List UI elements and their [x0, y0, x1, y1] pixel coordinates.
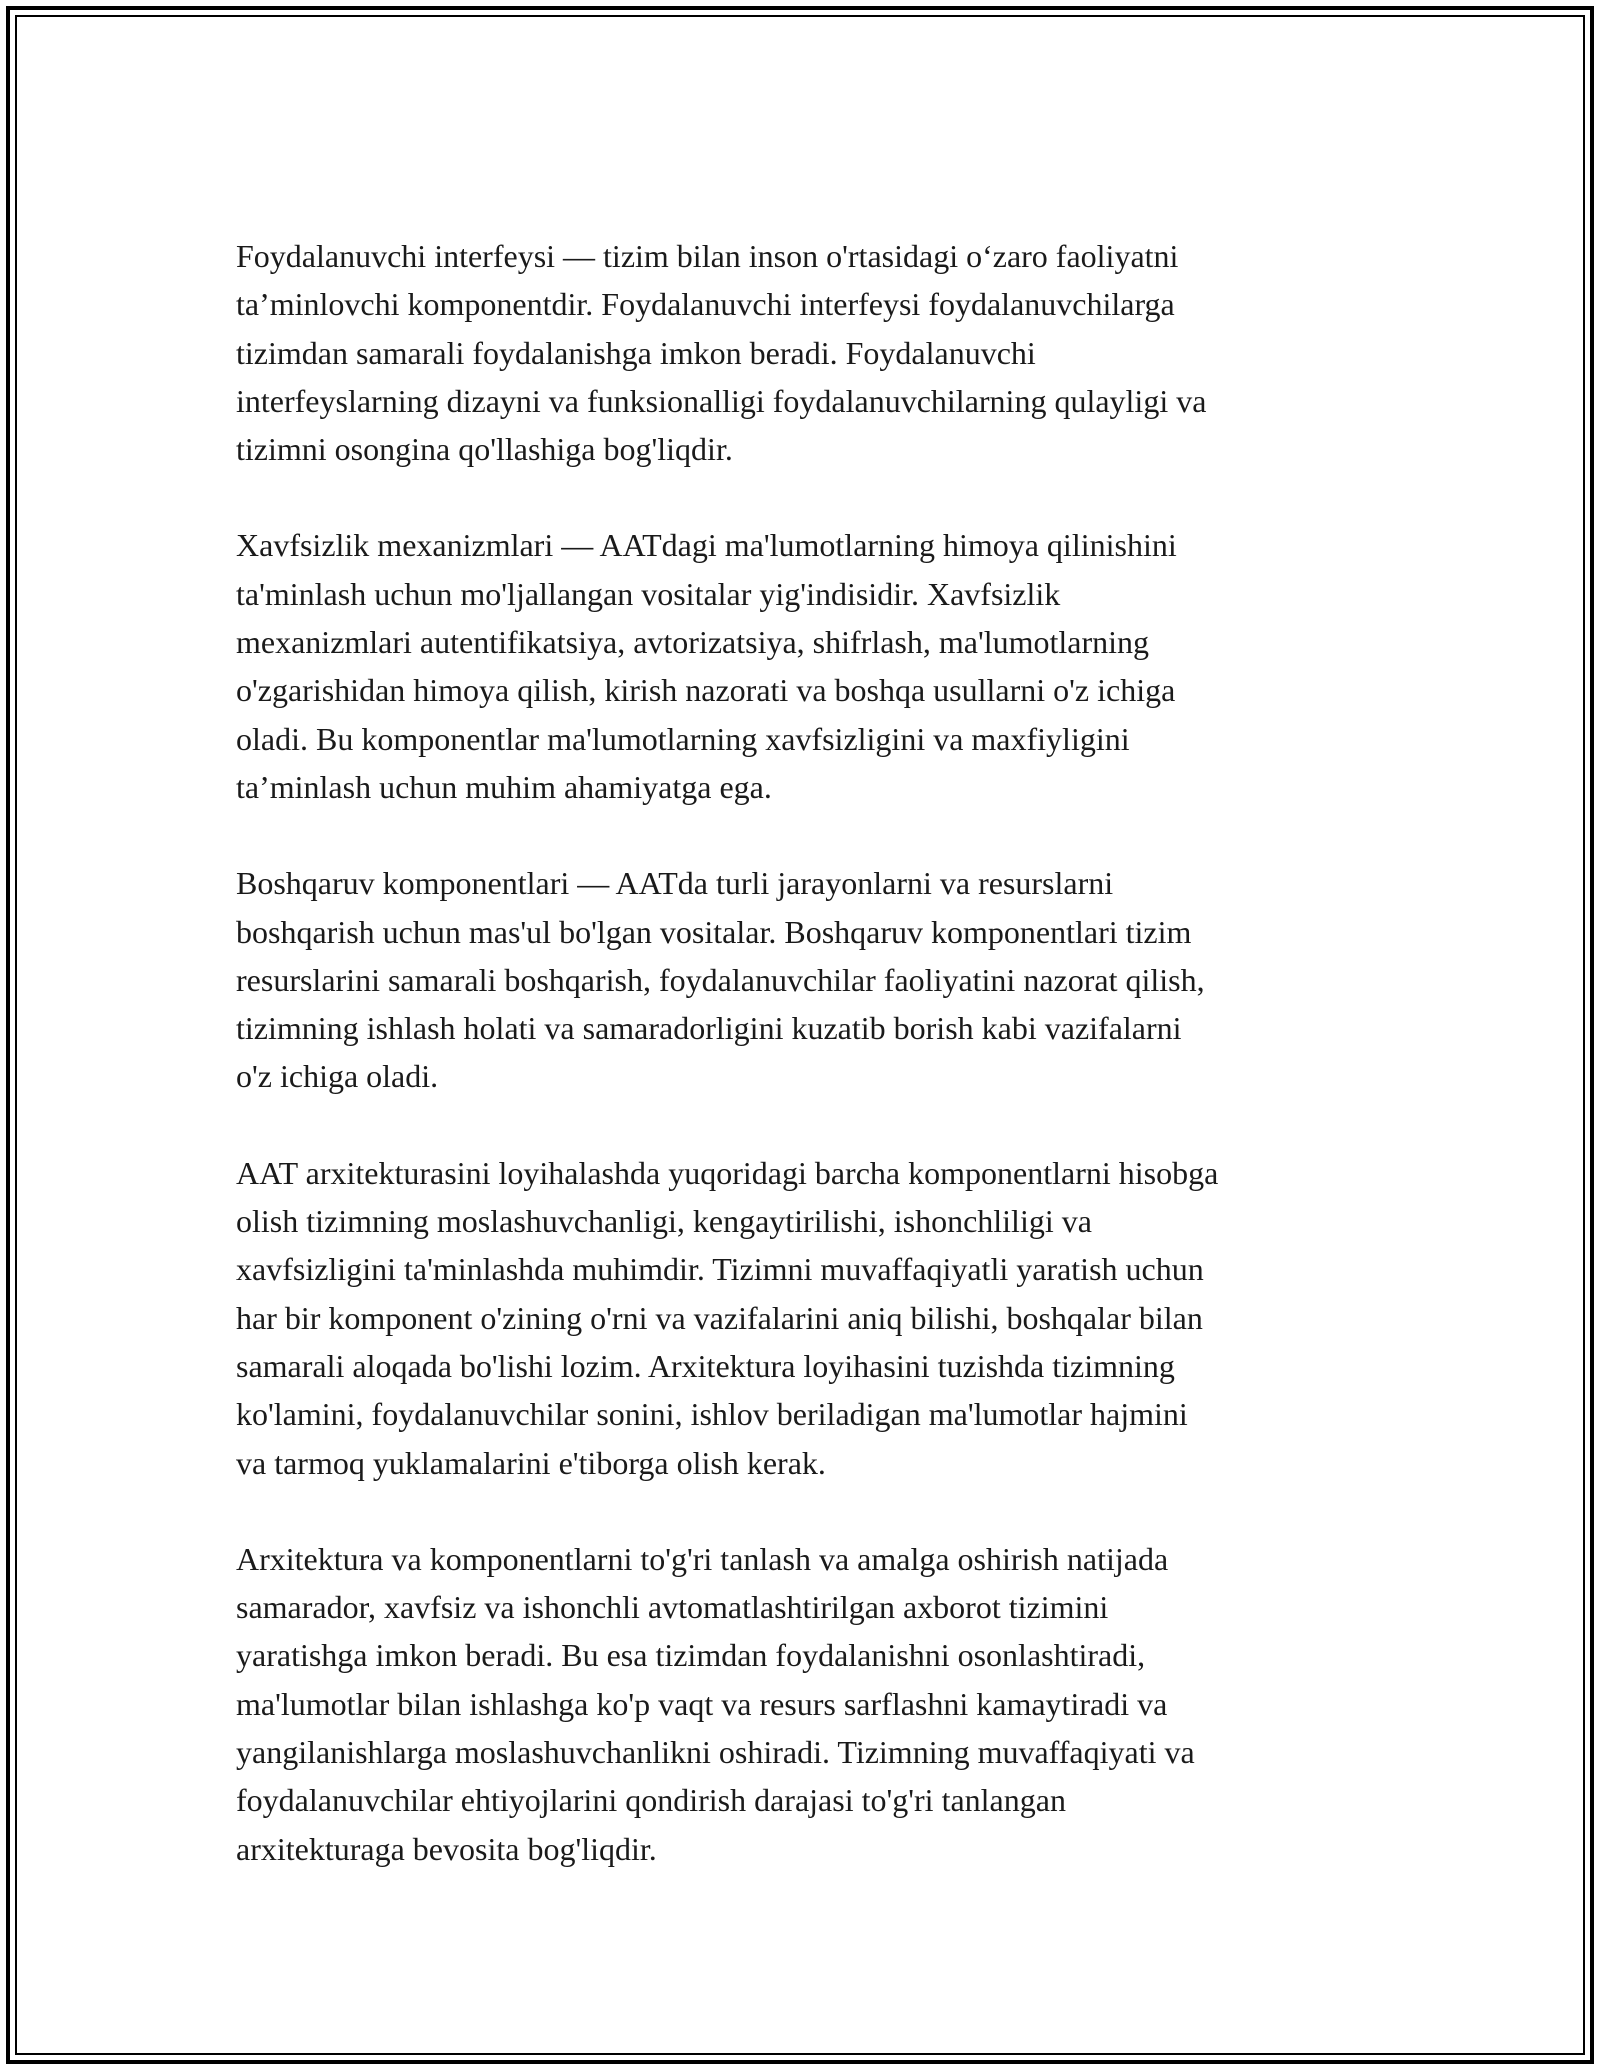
paragraph-conclusion: Arxitektura va komponentlarni to'g'ri tanlash va amalga oshirish natijada samarador, xavfsiz va ishonchli avtomatlashtirilgan axborot tizimini yaratishga imkon beradi. Bu esa tizimdan foydalanishni osonlashtiradi, ma'lumotlar bilan ishlashga ko'p vaqt va resurs sarflashni kamaytiradi va yangilanishlarga moslashuvchanlikni oshiradi. Tizimning muvaffaqiyati va foydalanuvchilar ehtiyojlarini qondirish darajasi to'g'ri tanlangan arxitekturaga bevosita bog'liqdir.: [236, 1540, 1195, 1867]
paragraph-architecture-design: AAT arxitekturasini loyihalashda yuqoridagi barcha komponentlarni hisobga olish tizimning moslashuvchanligi, kengaytirilishi, ishonchliligi va xavfsizligini ta'minlashda muhimdir. Tizimni muvaffaqiyatli yaratish uchun har bir komponent o'zining o'rni va vazifalarini aniq bilishi, boshqalar bilan samarali aloqada bo'lishi lozim. Arxitektura loyihasini tuzishda tizimning ko'lamini, foydalanuvchilar sonini, ishlov beriladigan ma'lumotlar hajmini va tarmoq yuklamalarini e'tiborga olish kerak.: [236, 1154, 1219, 1481]
paragraph-security-mechanisms: Xavfsizlik mexanizmlari — AATdagi ma'lumotlarning himoya qilinishini ta'minlash uchun mo'ljallangan vositalar yig'indisidir. Xavfsizlik mexanizmlari autentifikatsiya, avtorizatsiya, shifrlash, ma'lumotlarning o'zgarishidan himoya qilish, kirish nazorati va boshqa usullarni o'z ichiga oladi. Bu komponentlar ma'lumotlarning xavfsizligini va maxfiyligini ta’minlash uchun muhim ahamiyatga ega.: [236, 527, 1177, 805]
paragraph-management-components: Boshqaruv komponentlari — AATda turli jarayonlarni va resurslarni boshqarish uchun mas'ul bo'lgan vositalar. Boshqaruv komponentlari tizim resurslarini samarali boshqarish, foydalanuvchilar faoliyatini nazorat qilish, tizimning ishlash holati va samaradorligini kuzatib borish kabi vazifalarni o'z ichiga oladi.: [236, 865, 1205, 1095]
paragraph-user-interface: Foydalanuvchi interfeysi — tizim bilan inson o'rtasidagi o‘zaro faoliyatni ta’minlovchi komponentdir. Foydalanuvchi interfeysi foydalanuvchilarga tizimdan samarali foydalanishga imkon beradi. Foydalanuvchi interfeyslarning dizayni va funksionalligi foydalanuvchilarning qulayligi va tizimni osongina qo'llashiga bog'liqdir.: [236, 238, 1207, 468]
document-body: [236, 232, 1386, 1921]
